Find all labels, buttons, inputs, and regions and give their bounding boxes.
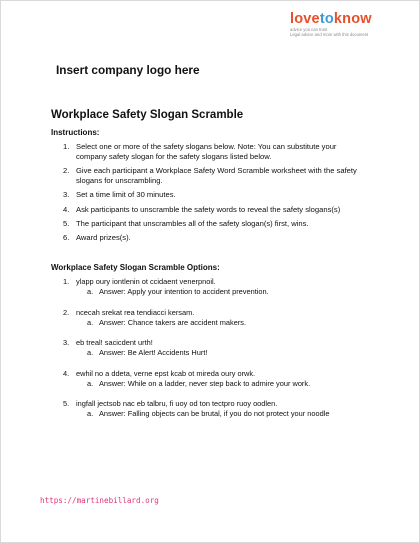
scrambled-slogan: eb treal! sacicdent urth! xyxy=(76,338,153,347)
company-logo-placeholder: Insert company logo here xyxy=(56,63,200,77)
logo-wordmark: lovetoknow xyxy=(290,11,372,27)
slogan-answer: Answer: Chance takers are accident makers. xyxy=(99,317,247,327)
logo-tagline: advice you can trust xyxy=(290,27,328,32)
scrambled-slogan: ewhil no a ddeta, verne epst kcab ot mireda oury orwk. xyxy=(76,368,256,378)
slogan-answer: Answer: While on a ladder, never step back to admire your work. xyxy=(99,378,311,388)
list-item: 6. Award prizes(s). xyxy=(63,232,131,242)
option-item: 1. ylapp oury iontlenin ot ccidaent venerpnoil. a. Answer: Apply your intention to accident prevention. xyxy=(63,277,269,296)
slogan-answer: Answer: Be Alert! Accidents Hurt! xyxy=(99,348,208,357)
slogan-answer: Answer: Apply your intention to accident prevention. xyxy=(99,287,269,296)
list-item: 4. Ask participants to unscramble the safety words to reveal the safety slogans(s) xyxy=(63,204,341,214)
option-item: 2. ncecah srekat rea tendiacci kersam. a. Answer: Chance takers are accident makers. xyxy=(63,307,247,327)
options-list xyxy=(63,277,373,430)
option-item: 3. eb treal! sacicdent urth! a. Answer: Be Alert! Accidents Hurt! xyxy=(63,338,208,357)
lovetoknow-logo xyxy=(290,11,410,37)
page-title: Workplace Safety Slogan Scramble xyxy=(51,109,244,121)
logo-tagline-2: Legal advice and more with this document xyxy=(290,32,369,37)
scrambled-slogan: ncecah srekat rea tendiacci kersam. xyxy=(76,307,195,317)
scrambled-slogan: ingfall jectsob nac eb talbru, fi uoy od ton tectpro ruoy oodlen. xyxy=(76,399,278,408)
list-item: 1. Select one or more of the safety slogans below. Note: You can substitute your company safety slogan for the safety slogans listed below. xyxy=(63,142,337,161)
list-item: 2. Give each participant a Workplace Safety Word Scramble worksheet with the safety slogans for unscrambling. xyxy=(63,166,357,186)
options-heading: Workplace Safety Slogan Scramble Options: xyxy=(51,263,220,272)
option-item: 4. ewhil no a ddeta, verne epst kcab ot mireda oury orwk. a. Answer: While on a ladder, never step back to admire your work. xyxy=(63,368,311,388)
list-item: 5. The participant that unscrambles all of the safety slogan(s) first, wins. xyxy=(63,218,309,228)
slogan-answer: Answer: Falling objects can be brutal, if you do not protect your noodle xyxy=(99,409,330,418)
option-item: 5. ingfall jectsob nac eb talbru, fi uoy od ton tectpro ruoy oodlen. a. Answer: Falling objects can be brutal, if you do not protect your noodle xyxy=(63,399,330,418)
instructions-list xyxy=(63,142,368,247)
list-item: 3. Set a time limit of 30 minutes. xyxy=(63,190,176,200)
source-url[interactable]: https://martinebillard.org xyxy=(40,496,159,505)
instructions-heading: Instructions: xyxy=(51,128,100,137)
scrambled-slogan: ylapp oury iontlenin ot ccidaent venerpnoil. xyxy=(76,277,216,286)
